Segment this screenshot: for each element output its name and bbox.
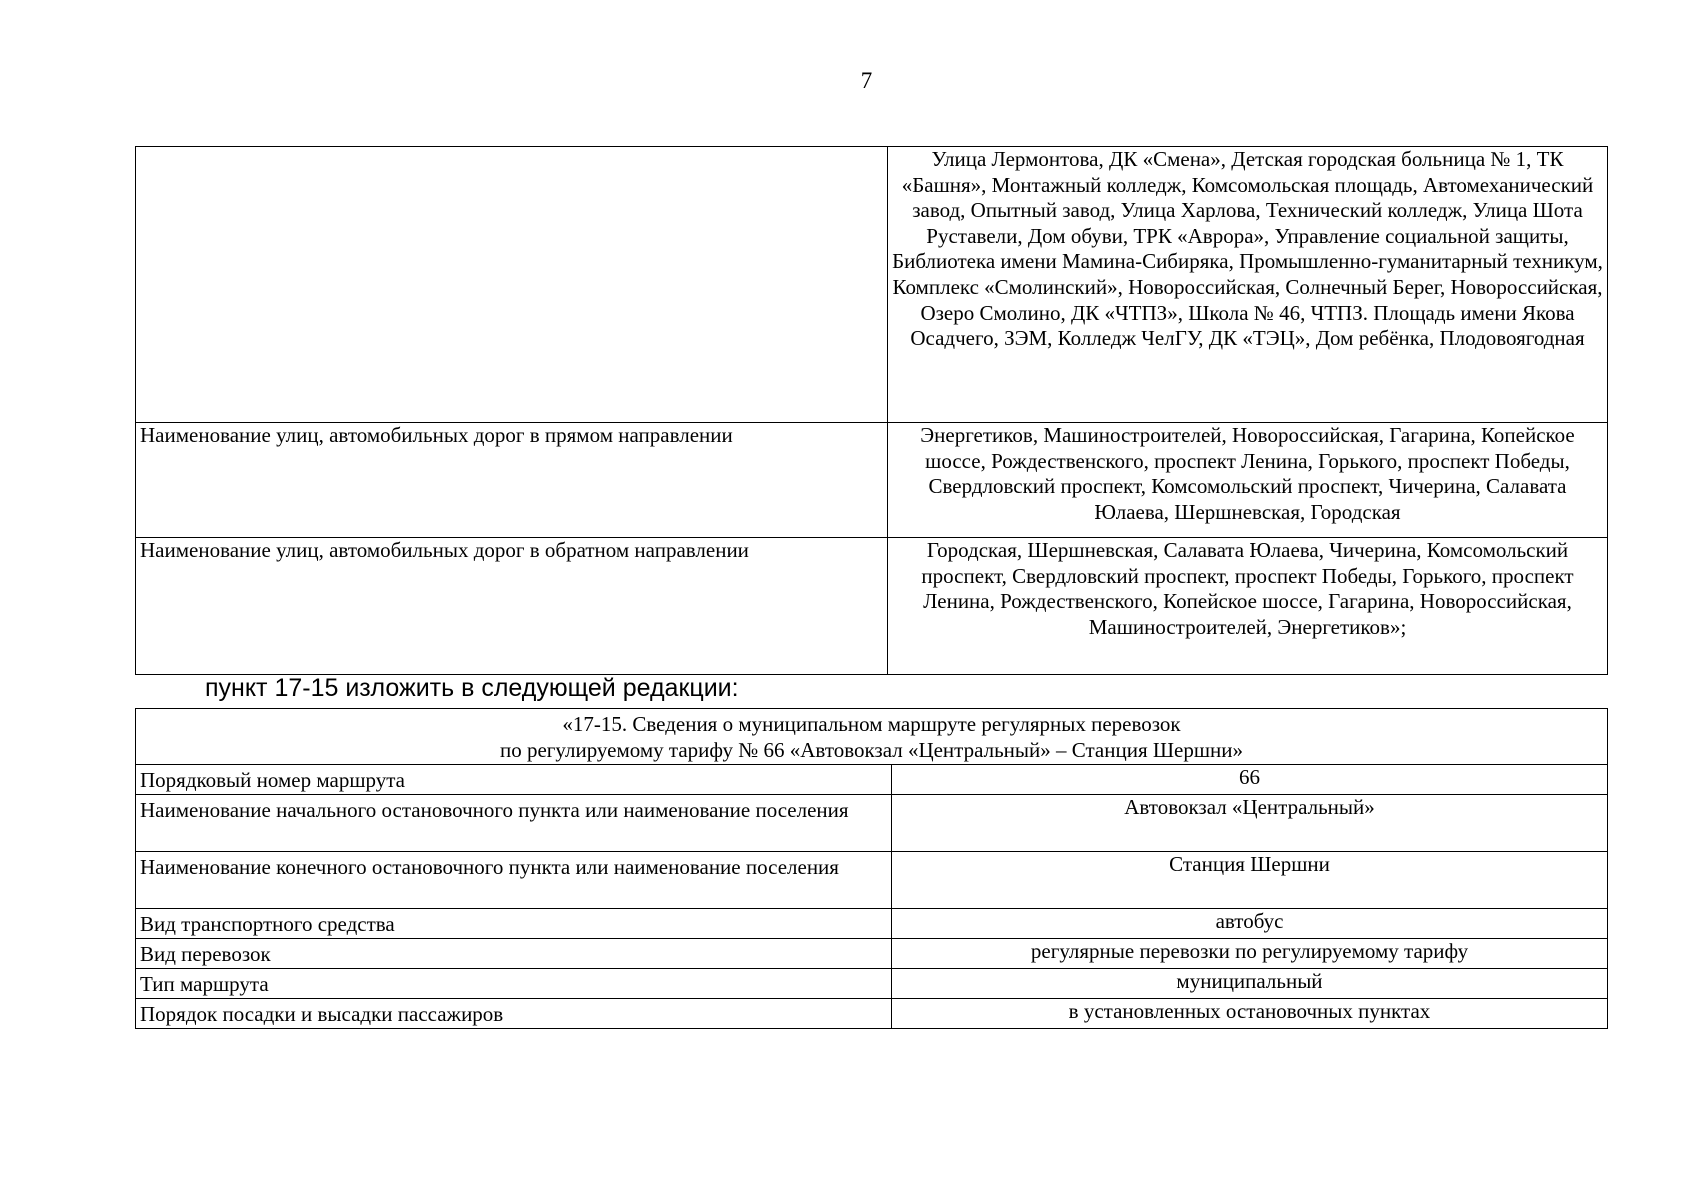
row-value: муниципальный [892,969,1608,999]
table-heading [136,709,1608,765]
row-value: автобус [892,909,1608,939]
row-label: Наименование конечного остановочного пункта или наименование поселения [136,852,892,909]
table-row [136,795,1608,852]
page-number: 7 [860,68,873,93]
row-value: 66 [892,765,1608,795]
row-label: Вид транспортного средства [136,909,892,939]
amendment-instruction: пункт 17-15 изложить в следующей редакции: [205,674,739,702]
row-label: Порядковый номер маршрута [136,765,892,795]
row-value: Городская, Шершневская, Салавата Юлаева, Чичерина, Комсомольский проспект, Свердловский проспект, проспект Победы, Горького, проспект Ленина, Рождественского, Копейское шоссе, Гагарина, Новороссийская, Машиностроителей, Энергетиков»; [888,538,1608,675]
row-value: Автовокзал «Центральный» [892,795,1608,852]
row-value: Станция Шершни [892,852,1608,909]
table-row [136,939,1608,969]
table-heading-line: «17-15. Сведения о муниципальном маршруте регулярных перевозок [562,712,1181,736]
row-label [136,147,888,423]
table-row [136,999,1608,1029]
row-label: Вид перевозок [136,939,892,969]
table-row [136,423,1608,538]
table-row [136,969,1608,999]
table-row [136,765,1608,795]
row-value: Энергетиков, Машиностроителей, Новороссийская, Гагарина, Копейское шоссе, Рождественского, проспект Ленина, Горького, проспект Победы, Свердловский проспект, Комсомольский проспект, Чичерина, Салавата Юлаева, Шершневская, Городская [888,423,1608,538]
row-label: Наименование начального остановочного пункта или наименование поселения [136,795,892,852]
route-info-table [135,708,1608,1029]
route-streets-table [135,146,1608,675]
table-row [136,538,1608,675]
row-label: Наименование улиц, автомобильных дорог в обратном направлении [136,538,888,675]
row-value: Улица Лермонтова, ДК «Смена», Детская городская больница № 1, ТК «Башня», Монтажный колледж, Комсомольская площадь, Автомеханический завод, Опытный завод, Улица Харлова, Технический колледж, Улица Шота Руставели, Дом обуви, ТРК «Аврора», Управление социальной защиты, Библиотека имени Мамина-Сибиряка, Промышленно-гуманитарный техникум, Комплекс «Смолинский», Новороссийская, Солнечный Берег, Новороссийская, Озеро Смолино, ДК «ЧТПЗ», Школа № 46, ЧТПЗ. Площадь имени Якова Осадчего, ЗЭМ, Колледж ЧелГУ, ДК «ТЭЦ», Дом ребёнка, Плодовоягодная [888,147,1608,423]
row-label: Порядок посадки и высадки пассажиров [136,999,892,1029]
table-heading-line: по регулируемому тарифу № 66 «Автовокзал «Центральный» – Станция Шершни» [499,738,1244,762]
table-row [136,852,1608,909]
row-value: в установленных остановочных пунктах [892,999,1608,1029]
table-row [136,909,1608,939]
row-label: Тип маршрута [136,969,892,999]
row-label: Наименование улиц, автомобильных дорог в прямом направлении [136,423,888,538]
row-value: регулярные перевозки по регулируемому тарифу [892,939,1608,969]
table-row [136,147,1608,423]
table-heading-row [136,709,1608,765]
